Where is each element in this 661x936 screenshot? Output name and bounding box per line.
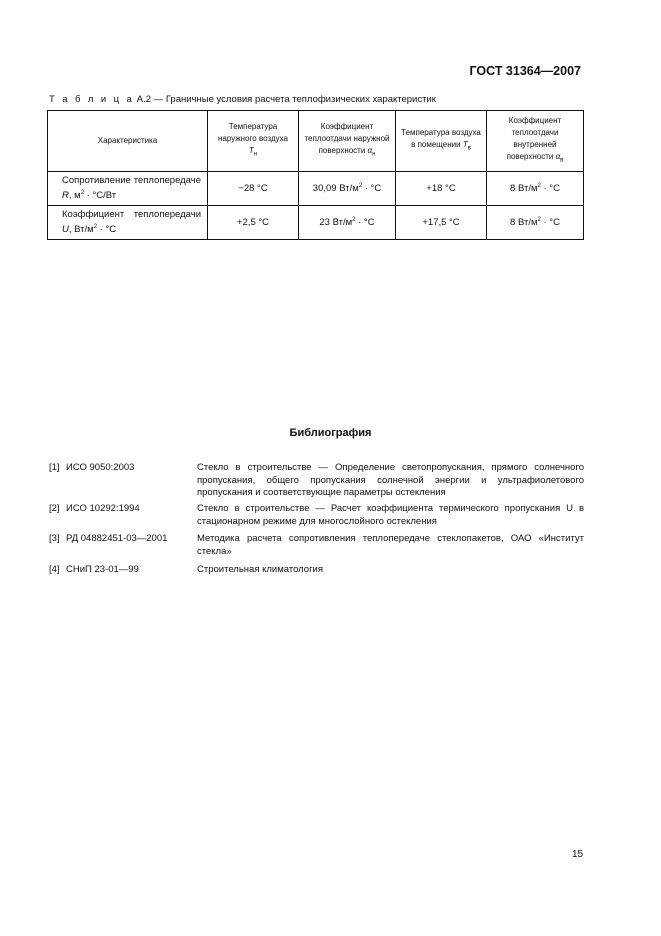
bibliography-entry xyxy=(49,564,584,578)
bibliography-entry xyxy=(49,503,584,529)
row-characteristic: Коэффициент теплопередачи U, $Вт/м^2 \cdot ^\circ С$ xyxy=(48,206,208,240)
table-row xyxy=(48,206,584,240)
header-indoor-temperature: Температура воздуха в помещении $T_в$ xyxy=(396,111,487,172)
header-outer-heat-transfer: Коэффициент теплоотдачи наружной поверхности $\alpha_н$ xyxy=(299,111,396,172)
bibliography-reference: СНиП 23-01—99 xyxy=(66,564,139,575)
page-number: 15 xyxy=(572,849,584,860)
bibliography-reference: ИСО 10292:1994 xyxy=(66,503,140,514)
table-caption-text: А.2 — Граничные условия расчета теплофизических характеристик xyxy=(134,94,436,105)
row-inner-heat-transfer: 8 $Вт/м^2 \cdot ^\circ С$ xyxy=(487,172,584,206)
bibliography-description: Стекло в строительстве — Расчет коэффициента термического пропускания U в стационарном режиме для многослойного остекления xyxy=(197,503,584,527)
bibliography-number: [3] xyxy=(49,533,60,544)
table-caption xyxy=(49,94,436,105)
bibliography-entry xyxy=(49,462,584,502)
row-indoor-temperature: +17,5 °С xyxy=(396,206,487,240)
row-inner-heat-transfer: 8 $Вт/м^2 \cdot ^\circ С$ xyxy=(487,206,584,240)
header-characteristic: Характеристика xyxy=(48,111,208,172)
row-outdoor-temperature: +2,5 °С xyxy=(208,206,299,240)
boundary-conditions-table xyxy=(47,110,584,240)
bibliography-description: Стекло в строительстве — Определение светопропускания, прямого солнечного пропускания, общего пропускания солнечной энергии и ультрафиолетового пропускания и соответствующие параметры остекления xyxy=(197,462,584,498)
header-outdoor-temperature: Температура наружного воздуха $T_н$ xyxy=(208,111,299,172)
bibliography-reference: ИСО 9050:2003 xyxy=(66,462,135,473)
bibliography-entry xyxy=(49,533,584,559)
row-characteristic: Сопротивление теплопередаче R, $м^2 \cdot ^\circ С/Вт$ xyxy=(48,172,208,206)
bibliography-title: Библиография xyxy=(289,427,372,439)
document-code: ГОСТ 31364—2007 xyxy=(469,64,581,78)
table-header-row xyxy=(48,111,584,172)
row-outer-heat-transfer: 23 $Вт/м^2 \cdot ^\circ С$ xyxy=(299,206,396,240)
row-indoor-temperature: +18 °С xyxy=(396,172,487,206)
table-row xyxy=(48,172,584,206)
bibliography-description: Строительная климатология xyxy=(197,564,323,575)
row-outdoor-temperature: −28 °С xyxy=(208,172,299,206)
header-inner-heat-transfer: Коэффициент теплоотдачи внутренней поверхности $\alpha_в$ xyxy=(487,111,584,172)
bibliography-description: Методика расчета сопротивления теплопередаче стеклопакетов, ОАО «Институт стекла» xyxy=(197,533,584,557)
bibliography-reference: РД 04882451-03—2001 xyxy=(66,533,168,544)
bibliography-number: [4] xyxy=(49,564,60,575)
bibliography-number: [1] xyxy=(49,462,60,473)
table-caption-prefix: Т а б л и ц а xyxy=(49,94,135,105)
bibliography-number: [2] xyxy=(49,503,60,514)
row-outer-heat-transfer: 30,09 $Вт/м^2 \cdot ^\circ С$ xyxy=(299,172,396,206)
